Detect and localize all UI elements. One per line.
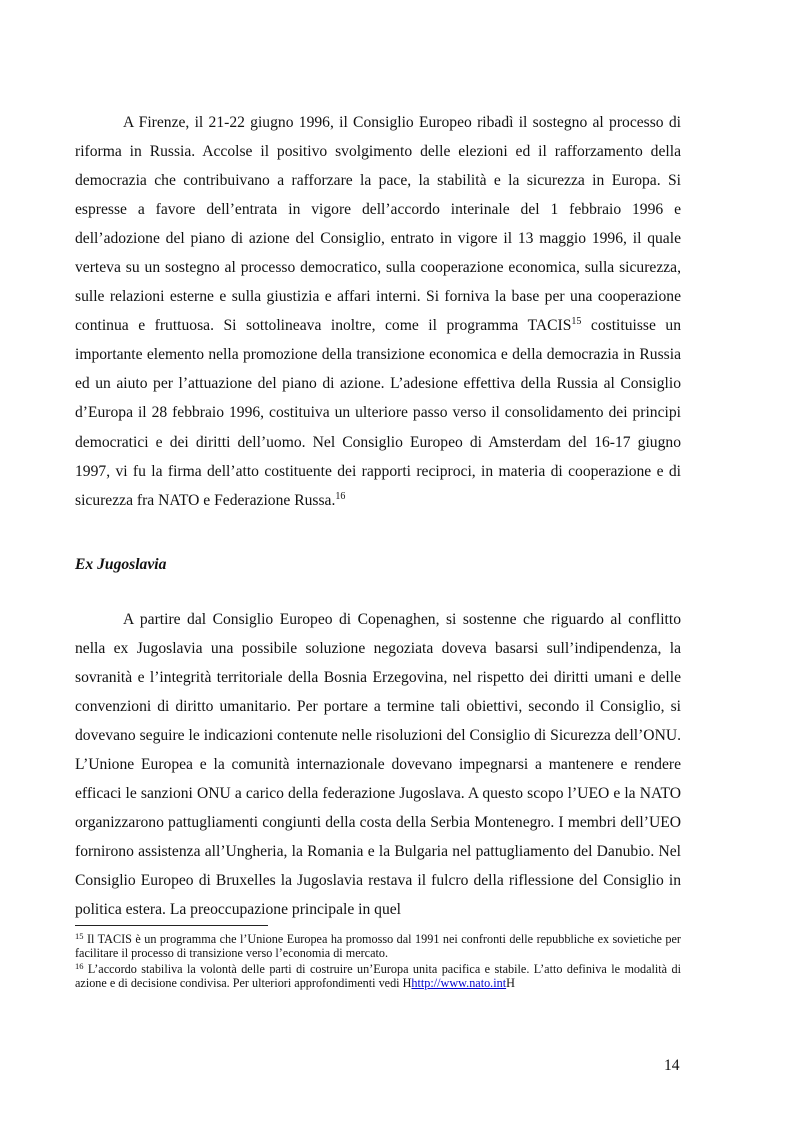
footnote-trail: H — [506, 976, 515, 991]
footnote-number: 15 — [75, 931, 84, 941]
footnote-ref-16[interactable]: 16 — [335, 490, 346, 502]
nato-link[interactable]: http://www.nato.int — [411, 976, 507, 991]
footnote-separator — [75, 925, 268, 926]
footnote-text: Il TACIS è un programma che l’Unione Europea ha promosso dal 1991 nei confronti delle repubbliche ex sovietiche per facilitare il processo di transizione verso l’economia di mercato. — [75, 932, 681, 961]
paragraph-russia-text-a: A Firenze, il 21-22 giugno 1996, il Consiglio Europeo ribadì il sostegno al processo di riforma in Russia. Accolse il positivo svolgimento delle elezioni ed il rafforzamento della democrazia che contribuivano a rafforzare la pace, la stabilità e la sicurezza in Europa. Si espresse a favore dell’entrata in vigore dell’accordo interinale del 1 febbraio 1996 e dell’adozione del piano di azione del Consiglio, entrato in vigore il 13 maggio 1996, il quale verteva su un sostegno al processo democratico, sulla cooperazione economica, sulla sicurezza, sulle relazioni esterne e sulla giustizia e affari interni. Si forniva la base per una cooperazione continua e fruttuosa. Si sottolineava inoltre, come il programma TACIS — [75, 114, 681, 335]
footnote-16 — [75, 962, 681, 991]
footnote-text: L’accordo stabiliva la volontà delle parti di costruire un’Europa unita pacifica e stabile. L’atto definiva le modalità di azione e di decisione condivisa. Per ulteriori approfondimenti vedi H — [75, 962, 681, 991]
paragraph-russia — [75, 108, 681, 515]
footnote-15 — [75, 932, 681, 961]
footnote-number: 16 — [75, 961, 84, 971]
page-number: 14 — [664, 1057, 680, 1074]
section-heading: Ex Jugoslavia — [75, 556, 167, 573]
paragraph-russia-text-b: costituisse un importante elemento nella promozione della transizione economica e della democrazia in Russia ed un aiuto per l’attuazione del piano di azione. L’adesione effettiva della Russia al Consiglio d’Europa il 28 febbraio 1996, costituiva un ulteriore passo verso il consolidamento dei principi democratici e dei diritti dell’uomo. Nel Consiglio Europeo di Amsterdam del 16-17 giugno 1997, vi fu la firma dell’atto costituente dei rapporti reciproci, in materia di cooperazione e di sicurezza fra NATO e Federazione Russa. — [75, 317, 681, 509]
footnote-ref-15[interactable]: 15 — [571, 316, 582, 328]
paragraph-jugoslavia: A partire dal Consiglio Europeo di Copenaghen, si sostenne che riguardo al conflitto nella ex Jugoslavia una possibile soluzione negoziata doveva basarsi sull’indipendenza, la sovranità e l’integrità territoriale della Bosnia Erzegovina, nel rispetto dei diritti umani e delle convenzioni di diritto umanitario. Per portare a termine tali obiettivi, secondo il Consiglio, si dovevano seguire le indicazioni contenute nelle risoluzioni del Consiglio di Sicurezza dell’ONU. L’Unione Europea e la comunità internazionale dovevano impegnarsi a mantenere e rendere efficaci le sanzioni ONU a carico della federazione Jugoslava. A questo scopo l’UEO e la NATO organizzarono pattugliamenti congiunti della costa della Serbia Montenegro. I membri dell’UEO fornirono assistenza all’Ungheria, la Romania e la Bulgaria nel pattugliamento del Danubio. Nel Consiglio Europeo di Bruxelles la Jugoslavia restava il fulcro della riflessione del Consiglio in politica estera. La preoccupazione principale in quel — [75, 611, 681, 919]
